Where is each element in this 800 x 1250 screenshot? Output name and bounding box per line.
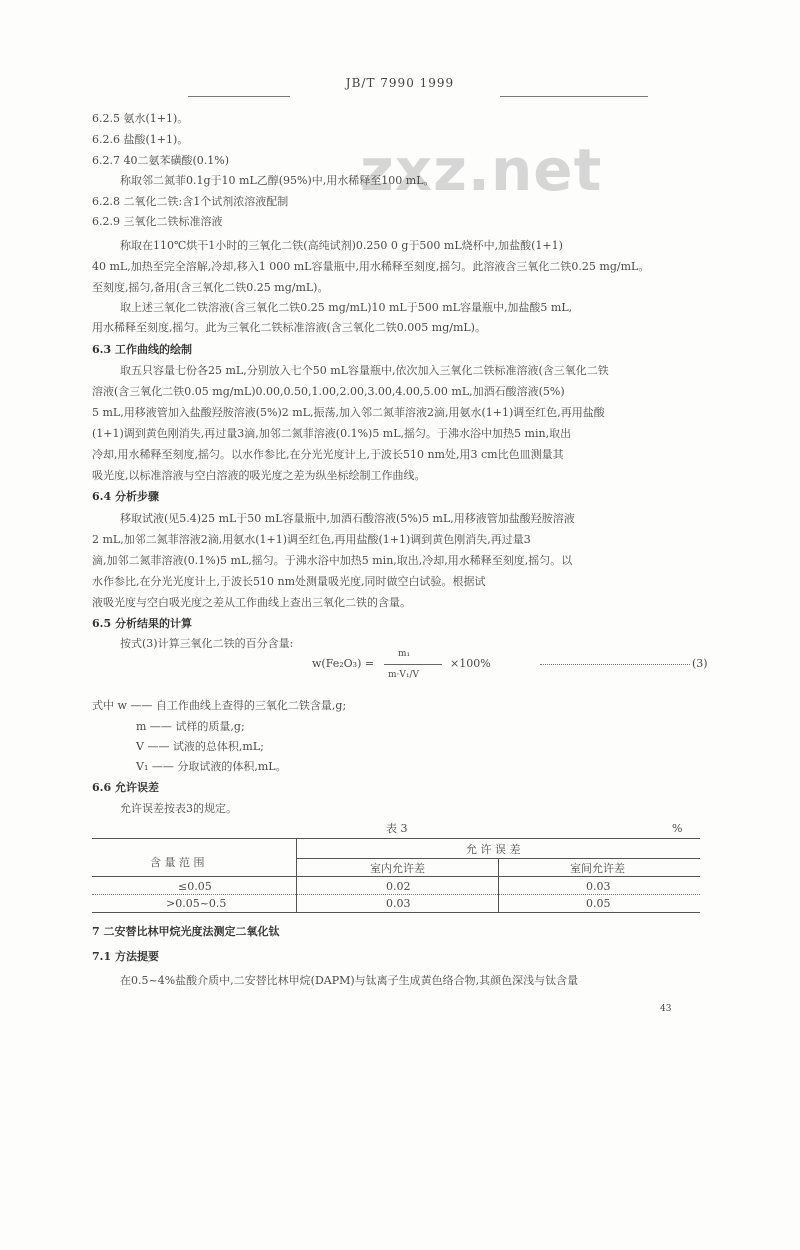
- body-line: 称取邻二氮菲0.1g于10 mL乙醇(95%)中,用水稀释至100 mL。: [120, 174, 435, 187]
- header-standard-number: JB/T 7990 1999: [345, 76, 455, 90]
- clause-6-5: 6.5 分析结果的计算: [92, 617, 192, 630]
- table-cell-within: 0.03: [386, 897, 411, 910]
- table-subheader-within: 室内允许差: [370, 862, 425, 875]
- table-cell-within: 0.02: [386, 880, 411, 893]
- body-line: 按式(3)计算三氧化二铁的百分含量:: [120, 637, 294, 650]
- body-line: 取五只容量七份各25 mL,分别放入七个50 mL容量瓶中,依次加入三氧化二铁标准溶液(含三氧化二铁: [120, 364, 609, 377]
- body-line: 冷却,用水稀释至刻度,摇匀。以水作参比,在分光光度计上,于波长510 nm处,用3 cm比色皿测量其: [92, 448, 564, 461]
- clause-6-6: 6.6 允许误差: [92, 781, 159, 794]
- body-line: 吸光度,以标准溶液与空白溶液的吸光度之差为纵坐标绘制工作曲线。: [92, 469, 426, 482]
- body-line: 溶液(含三氧化二铁0.05 mg/mL)0.00,0.50,1.00,2.00,3.00,4.00,5.00 mL,加酒石酸溶液(5%): [92, 385, 565, 398]
- body-line: 允许误差按表3的规定。: [120, 802, 237, 815]
- body-line: (1+1)调到黄色刚消失,再过量3滴,加邻二氮菲溶液(0.1%)5 mL,摇匀。于沸水浴中加热5 min,取出: [92, 427, 572, 440]
- formula-numerator: m₁: [398, 649, 411, 659]
- formula-leader: [540, 664, 690, 665]
- clause-6-4: 6.4 分析步骤: [92, 490, 159, 503]
- table-group-header: 允 许 误 差: [466, 843, 521, 856]
- body-line: 在0.5~4%盐酸介质中,二安替比林甲烷(DAPM)与钛离子生成黄色络合物,其颜色深浅与钛含量: [120, 974, 579, 987]
- clause-6-2-7: 6.2.7 40二氨苯磺酸(0.1%): [92, 154, 230, 167]
- table-column-divider: [296, 838, 297, 912]
- formula-denominator: m·V₁/V: [388, 670, 420, 680]
- where-line: V₁ —— 分取试液的体积,mL。: [136, 760, 287, 773]
- formula-equation-number: (3): [692, 657, 708, 670]
- body-line: 滴,加邻二氮菲溶液(0.1%)5 mL,摇匀。于沸水浴中加热5 min,取出,冷却,用水稀释至刻度,摇匀。以: [92, 554, 573, 567]
- where-line: 式中 w —— 自工作曲线上查得的三氧化二铁含量,g;: [92, 699, 347, 712]
- body-line: 用水稀释至刻度,摇匀。此为三氧化二铁标准溶液(含三氧化二铁0.005 mg/mL)。: [92, 321, 486, 334]
- clause-6-2-9: 6.2.9 三氧化二铁标准溶液: [92, 215, 223, 228]
- header-rule-left: [188, 96, 290, 97]
- clause-6-2-6: 6.2.6 盐酸(1+1)。: [92, 133, 189, 146]
- body-line: 2 mL,加邻二氮菲溶液2滴,用氨水(1+1)调至红色,再用盐酸(1+1)调到黄色刚消失,再过量3: [92, 533, 531, 546]
- table-bottom-rule: [92, 912, 700, 913]
- formula-multiplier: ×100%: [450, 657, 491, 670]
- table-cell-between: 0.03: [586, 880, 611, 893]
- clause-7: 7 二安替比林甲烷光度法测定二氧化钛: [92, 925, 280, 938]
- clause-6-2-8: 6.2.8 二氧化二铁:含1个试剂浓溶液配制: [92, 195, 289, 208]
- clause-6-2-5: 6.2.5 氨水(1+1)。: [92, 112, 189, 125]
- table-top-rule: [92, 838, 700, 839]
- table-cell-range: ≤0.05: [178, 880, 212, 893]
- table-title: 表 3: [386, 822, 408, 835]
- table-header-rule: [92, 876, 700, 877]
- body-line: 称取在110℃烘干1小时的三氧化二铁(高纯试剂)0.250 0 g于500 mL烧杯中,加盐酸(1+1): [120, 239, 563, 252]
- body-line: 移取试液(见5.4)25 mL于50 mL容量瓶中,加酒石酸溶液(5%)5 mL,用移液管加盐酸羟胺溶液: [120, 512, 575, 525]
- table-subheader-between: 室间允许差: [570, 862, 625, 875]
- table-cell-range: >0.05~0.5: [166, 897, 227, 910]
- table-subcolumn-divider: [498, 858, 499, 912]
- clause-6-3: 6.3 工作曲线的绘制: [92, 343, 192, 356]
- body-line: 40 mL,加热至完全溶解,冷却,移入1 000 mL容量瓶中,用水稀释至刻度,摇匀。此溶液含三氧化二铁0.25 mg/mL。: [92, 260, 650, 273]
- table-col-header: 含 量 范 围: [150, 856, 205, 869]
- table-unit: %: [672, 822, 683, 835]
- body-line: 水作参比,在分光光度计上,于波长510 nm处测量吸光度,同时做空白试验。根据试: [92, 575, 486, 588]
- table-row-rule: [92, 894, 700, 895]
- table-cell-between: 0.05: [586, 897, 611, 910]
- body-line: 5 mL,用移液管加入盐酸羟胺溶液(5%)2 mL,振荡,加入邻二氮菲溶液2滴,用氨水(1+1)调至红色,再用盐酸: [92, 406, 605, 419]
- body-line: 取上述三氧化二铁溶液(含三氧化二铁0.25 mg/mL)10 mL于500 mL容量瓶中,加盐酸5 mL,: [120, 301, 573, 314]
- header-rule-right: [500, 96, 648, 97]
- clause-7-1: 7.1 方法提要: [92, 950, 159, 963]
- where-line: V —— 试液的总体积,mL;: [136, 740, 264, 753]
- where-line: m —— 试样的质量,g;: [136, 720, 245, 733]
- watermark: zxz.net: [360, 136, 603, 204]
- body-line: 至刻度,摇匀,备用(含三氧化二铁0.25 mg/mL)。: [92, 281, 329, 294]
- formula-lhs: w(Fe₂O₃) =: [312, 657, 375, 670]
- page-number: 43: [660, 1004, 672, 1014]
- formula-fraction-bar: [384, 664, 442, 665]
- body-line: 液吸光度与空白吸光度之差从工作曲线上查出三氧化二铁的含量。: [92, 596, 411, 609]
